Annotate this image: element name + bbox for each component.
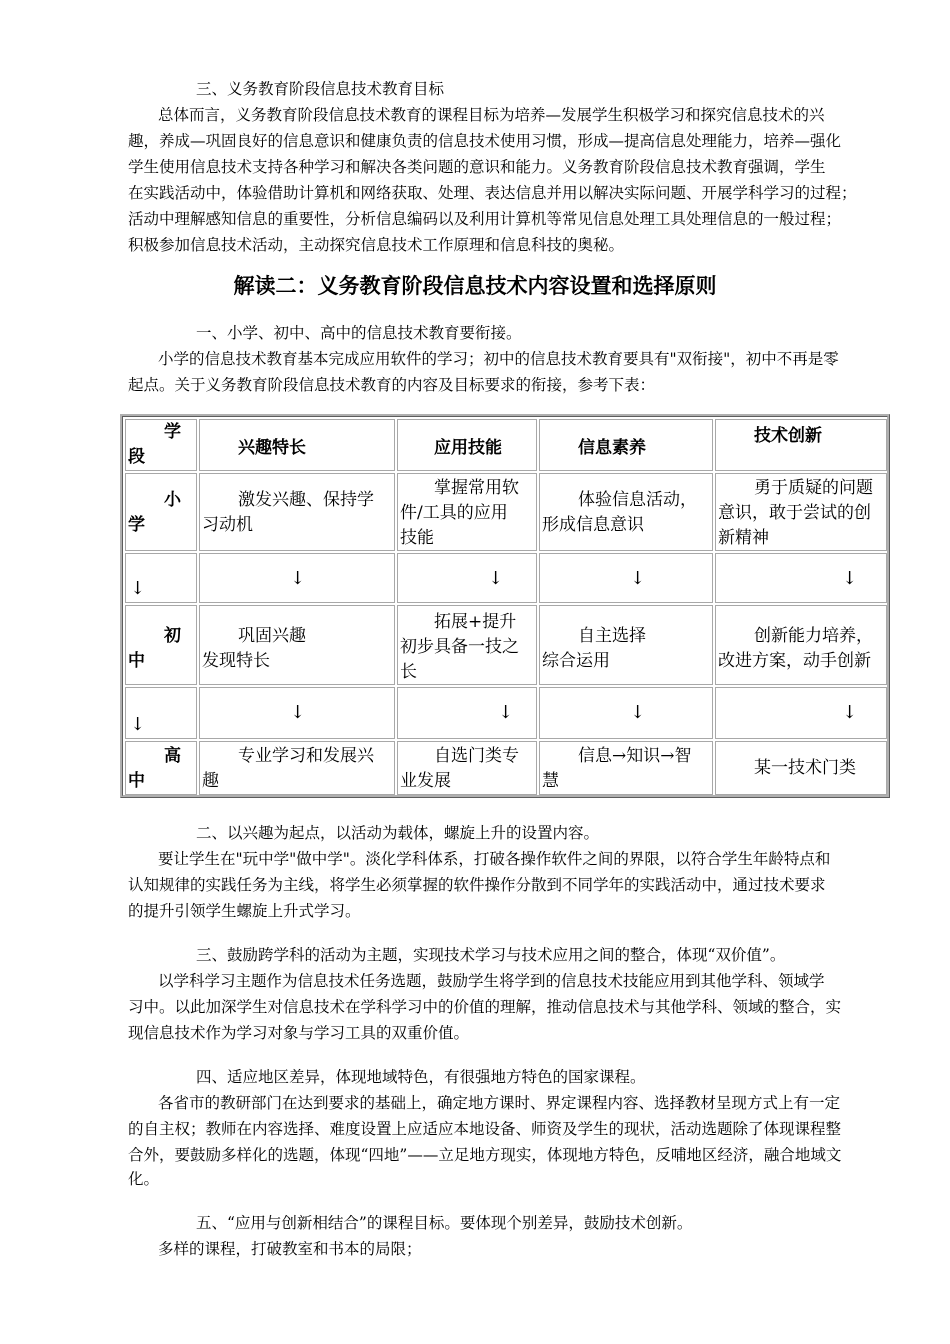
- p2-line-1: 要让学生在"玩中学"做中学"。淡化学科体系，打破各操作软件之间的界限，以符合学生年龄特点和: [158, 850, 831, 868]
- p4-title: 四、适应地区差异，体现地域特色，有很强地方特色的国家课程。: [196, 1068, 646, 1086]
- section3-line-2: 趣，养成—巩固良好的信息意识和健康负责的信息技术使用习惯，形成—提高信息处理能力，培养—强化: [128, 132, 842, 150]
- senior-innovation: 某一技术门类: [715, 741, 887, 795]
- section3-line-3: 学生使用信息技术支持各种学习和解决各类问题的意识和能力。义务教育阶段信息技术教育强调，学生: [128, 158, 826, 176]
- section3-line-1: 总体而言，义务教育阶段信息技术教育的课程目标为培养—发展学生积极学习和探究信息技术的兴: [158, 106, 825, 124]
- p2-line-2: 认知规律的实践任务为主线，将学生必须掌握的软件操作分散到不同学年的实践活动中，通过技术要求: [128, 876, 826, 894]
- arrow-cell: [199, 553, 395, 603]
- arrow-cell: [199, 687, 395, 739]
- senior-interest: 专业学习和发展兴 趣: [199, 741, 395, 795]
- header-innovation: 技术创新: [715, 419, 887, 471]
- header-literacy: 信息素养: [539, 419, 713, 471]
- p1-line-1: 小学的信息技术教育基本完成应用软件的学习；初中的信息技术教育要具有"双衔接"，初中不再是零: [158, 350, 839, 368]
- p2-title: 二、以兴趣为起点，以活动为载体，螺旋上升的设置内容。: [196, 824, 600, 842]
- down-arrow-icon: ↓: [842, 568, 858, 589]
- primary-skills: 掌握常用软 件/工具的应用 技能: [397, 473, 537, 551]
- junior-innovation: 创新能力培养， 改进方案，动手创新: [715, 605, 887, 685]
- section3-line-6: 积极参加信息技术活动，主动探究信息技术工作原理和信息科技的奥秘。: [128, 236, 625, 254]
- down-arrow-icon: ↓: [130, 714, 146, 735]
- p4-line-1: 各省市的教研部门在达到要求的基础上，确定地方课时、界定课程内容、选择教材呈现方式上有一定: [158, 1094, 841, 1112]
- down-arrow-icon: ↓: [630, 568, 646, 589]
- p3-line-3: 现信息技术作为学习对象与学习工具的双重价值。: [128, 1024, 470, 1042]
- p1-line-2: 起点。关于义务教育阶段信息技术教育的内容及目标要求的衔接，参考下表：: [128, 376, 656, 394]
- arrow-cell: [539, 687, 713, 739]
- primary-interest: 激发兴趣、保持学 习动机: [199, 473, 395, 551]
- p4-line-2: 的自主权；教师在内容选择、难度设置上应适应本地设备、师资及学生的现状，活动选题除了体现课程整: [128, 1120, 842, 1138]
- p5-line-1: 多样的课程，打破教室和书本的局限；: [158, 1240, 422, 1258]
- arrow-cell: [125, 687, 197, 739]
- senior-literacy: 信息→知识→智 慧: [539, 741, 713, 795]
- down-arrow-icon: ↓: [290, 702, 306, 723]
- p4-line-3: 合外，要鼓励多样化的选题，体现“四地”——立足地方现实，体现地方特色，反哺地区经济，融合地域文: [128, 1146, 842, 1164]
- stage-primary: 小 学: [125, 473, 197, 551]
- section3-line-4: 在实践活动中，体验借助计算机和网络获取、处理、表达信息并用以解决实际问题、开展学科学习的过程；: [128, 184, 857, 202]
- down-arrow-icon: ↓: [290, 568, 306, 589]
- stage-junior: 初 中: [125, 605, 197, 685]
- primary-innovation: 勇于质疑的问题 意识，敢于尝试的创 新精神: [715, 473, 887, 551]
- header-stage: 学 段: [125, 419, 197, 471]
- p4-line-4: 化。: [128, 1170, 160, 1188]
- stage-senior: 高 中: [125, 741, 197, 795]
- down-arrow-icon: ↓: [842, 702, 858, 723]
- down-arrow-icon: ↓: [498, 702, 514, 723]
- p3-line-1: 以学科学习主题作为信息技术任务选题，鼓励学生将学到的信息技术技能应用到其他学科、领域学: [158, 972, 825, 990]
- down-arrow-icon: ↓: [130, 578, 146, 599]
- p3-line-2: 习中。以此加深学生对信息技术在学科学习中的价值的理解，推动信息技术与其他学科、领域的整合，实: [128, 998, 842, 1016]
- p2-line-3: 的提升引领学生螺旋上升式学习。: [128, 902, 361, 920]
- arrow-cell: [125, 553, 197, 603]
- junior-skills: 拓展+提升 初步具备一技之 长: [397, 605, 537, 685]
- header-skills: 应用技能: [397, 419, 537, 471]
- p3-title: 三、鼓励跨学科的活动为主题，实现技术学习与技术应用之间的整合，体现“双价值”。: [196, 946, 786, 964]
- p5-title: 五、“应用与创新相结合”的课程目标。要体现个别差异，鼓励技术创新。: [196, 1214, 693, 1232]
- primary-literacy: 体验信息活动， 形成信息意识: [539, 473, 713, 551]
- p1-title: 一、小学、初中、高中的信息技术教育要衔接。: [196, 324, 522, 342]
- arrow-cell: [539, 553, 713, 603]
- arrow-cell: [397, 687, 537, 739]
- senior-skills: 自选门类专 业发展: [397, 741, 537, 795]
- down-arrow-icon: ↓: [630, 702, 646, 723]
- section3-line-5: 活动中理解感知信息的重要性，分析信息编码以及利用计算机等常见信息处理工具处理信息的一般过程；: [128, 210, 842, 228]
- section-heading: 解读二：义务教育阶段信息技术内容设置和选择原则: [233, 274, 717, 298]
- arrow-cell: [397, 553, 537, 603]
- junior-literacy: 自主选择 综合运用: [539, 605, 713, 685]
- down-arrow-icon: ↓: [488, 568, 504, 589]
- section3-title: 三、义务教育阶段信息技术教育目标: [196, 80, 445, 98]
- header-interest: 兴趣特长: [199, 419, 395, 471]
- junior-interest: 巩固兴趣 发现特长: [199, 605, 395, 685]
- curriculum-table: [120, 414, 890, 798]
- arrow-cell: [715, 687, 887, 739]
- arrow-cell: [715, 553, 887, 603]
